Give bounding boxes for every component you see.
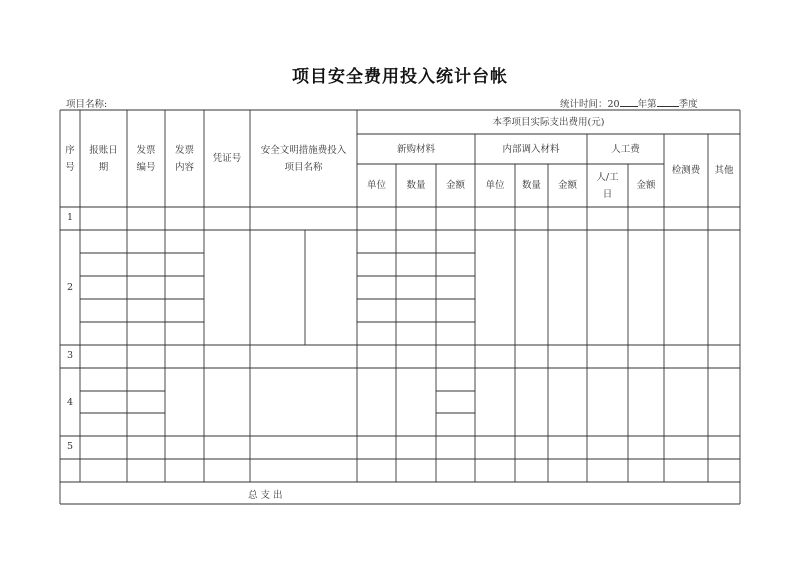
header-test-fee: 检测费 <box>671 165 701 176</box>
header-internal-amount: 金额 <box>557 180 577 191</box>
header-internal-quantity: 数量 <box>521 180 541 191</box>
header-seq-line2: 号 <box>65 161 75 173</box>
header-group-expense: 本季项目实际支出费用(元) <box>492 116 605 128</box>
header-labor: 人工费 <box>611 143 640 155</box>
header-measure-line1: 安全文明措施费投入 <box>260 144 347 156</box>
header-measure-line2: 项目名称 <box>284 161 323 173</box>
total-expense-row <box>60 482 740 504</box>
row-number-1: 1 <box>66 212 74 223</box>
header-date-line1: 报账日 <box>89 144 118 156</box>
header-invoice-content <box>165 110 204 207</box>
header-seq <box>60 110 80 207</box>
project-name-label: 项目名称: <box>66 99 108 110</box>
header-new-material: 新购材料 <box>396 143 435 155</box>
header-person-day <box>587 164 628 207</box>
header-voucher: 凭证号 <box>212 153 242 164</box>
header-invoice-content-line1: 发票 <box>174 144 194 156</box>
row-number-2: 2 <box>66 282 74 293</box>
header-other: 其他 <box>714 165 734 176</box>
total-expense-label: 总 支 出 <box>248 490 283 501</box>
header-invoice-no-line1: 发票 <box>136 144 156 156</box>
header-invoice-no <box>127 110 165 207</box>
stat-time-label: 统计时间：20 <box>560 99 620 110</box>
header-person-day-line2: 日 <box>602 188 613 200</box>
header-measure <box>250 110 357 207</box>
header-invoice-content-line2: 内容 <box>174 161 194 173</box>
row-number-3: 3 <box>66 350 74 361</box>
page-title: 项目安全费用投入统计台帐 <box>292 67 508 87</box>
stat-time-quarter-suffix: 季度 <box>678 99 698 110</box>
header-invoice-no-line2: 编号 <box>136 161 156 173</box>
header-new-quantity: 数量 <box>406 180 426 191</box>
header-labor-amount: 金额 <box>636 180 656 191</box>
header-seq-line1: 序 <box>65 144 75 156</box>
row-number-5: 5 <box>66 441 74 452</box>
header-new-amount: 金额 <box>445 180 465 191</box>
row-number-4: 4 <box>66 397 74 408</box>
header-date-line2: 期 <box>98 161 109 173</box>
stat-time-year-suffix: 年第 <box>637 99 657 110</box>
header-internal-material: 内部调入材料 <box>502 143 560 155</box>
header-date <box>80 110 127 207</box>
header-internal-unit: 单位 <box>485 180 505 191</box>
header-new-unit: 单位 <box>366 180 386 191</box>
header-person-day-line1: 人/工 <box>596 171 619 183</box>
